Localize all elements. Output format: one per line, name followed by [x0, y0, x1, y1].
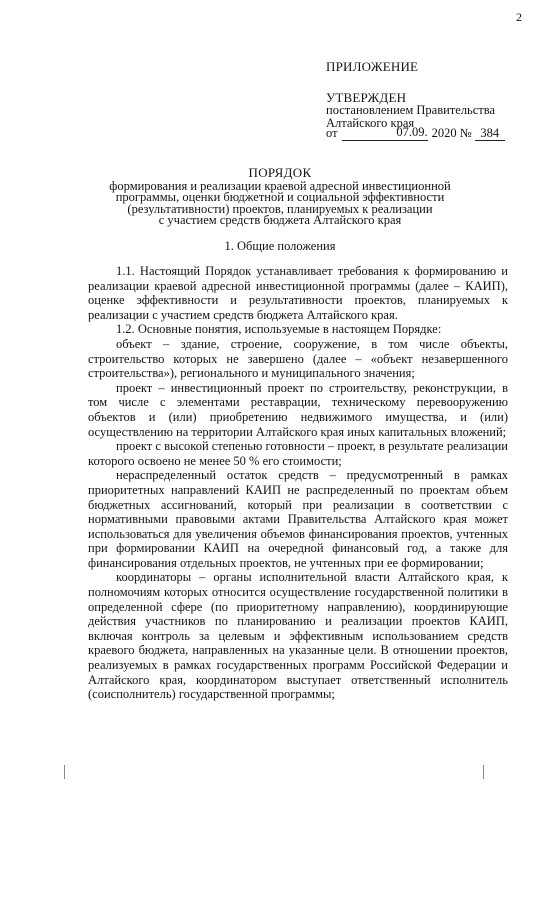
title-sub-1: формирования и реализации краевой адресной инвестиционной	[109, 178, 451, 193]
appendix-heading: ПРИЛОЖЕНИЕ	[326, 59, 419, 74]
from-label: от	[326, 126, 338, 140]
definition-project: проект – инвестиционный проект по строительству, реконструкции, в том числе с элементами реставрации, техническому перевооружению объектов и (или) приобретению недвижимого имущества, и (или) осуществлению на территории Алтайского края иных капитальных вложений;	[88, 380, 508, 439]
title-sub-4: с участием средств бюджета Алтайского края	[158, 213, 402, 227]
number-field	[475, 127, 505, 141]
paragraph-1-2: 1.2. Основные понятия, используемые в настоящем Порядке:	[116, 322, 442, 337]
body-text	[88, 264, 508, 702]
definition-high-readiness: проект с высокой степенью готовности – проект, в результате реализации которого освоено не менее 50 % его стоимости;	[88, 439, 508, 468]
title-main: ПОРЯДОК	[248, 165, 312, 180]
approval-block	[326, 60, 505, 141]
scan-margin-mark-right	[483, 765, 484, 779]
title-sub-3: (результативности) проектов, планируемых к реализации	[127, 201, 433, 216]
definition-unallocated-balance: нераспределенный остаток средств – предусмотренный в рамках приоритетных направлений КАИП не распределенный по проектам объем бюджетных ассигнований, который при реализации в соответствии с нормативными правовыми актами Правительства Алтайского края может использоваться для увеличения объемов финансирования проектов, учтенных при формировании КАИП на очередной финансовый год, а также для финансирования отдельных проектов, не учтенных при ее формировании;	[88, 468, 508, 570]
scan-margin-mark-left	[64, 765, 65, 779]
page-number: 2	[516, 10, 522, 24]
definition-coordinators: координаторы – органы исполнительной власти Алтайского края, к полномочиям которых относится осуществление государственной политики в определенной сфере (по приоритетному направлению), координирующие действия участников по планированию и реализации проектов КАИП, включая контроль за целевым и эффективным использованием средств краевого бюджета, направленных на указанные цели. В отношении проектов, реализуемых в рамках государственных программ Российской Федерации и Алтайского края, координатором выступает ответственный исполнитель (соисполнитель) государственной программы;	[88, 570, 508, 702]
approval-date-line	[326, 127, 505, 141]
approval-line-1: постановлением Правительства	[326, 103, 496, 117]
section-heading: 1. Общие положения	[224, 239, 336, 253]
number-sign: №	[459, 126, 472, 140]
paragraph-1-1: 1.1. Настоящий Порядок устанавливает требования к формированию и реализации краевой адресной инвестиционной программы (далее – КАИП), оценке эффективности и результативности проектов, планируемых к реализации с участием средств бюджета Алтайского края.	[88, 264, 508, 322]
year-value: 2020	[431, 126, 457, 140]
approval-line-2: Алтайского края	[326, 116, 415, 130]
definition-object: объект – здание, строение, сооружение, в том числе объекты, строительство которых не завершено (далее – «объект незавершенного строительства»), регионального и муниципального значения;	[88, 336, 508, 381]
approved-heading: УТВЕРЖДЕН	[326, 90, 407, 105]
document-title	[60, 167, 500, 227]
number-value: 384	[480, 126, 500, 140]
date-field	[342, 127, 428, 141]
date-value: 07.09.	[396, 125, 428, 139]
title-sub-2: программы, оценки бюджетной и социальной эффективности	[115, 190, 445, 204]
